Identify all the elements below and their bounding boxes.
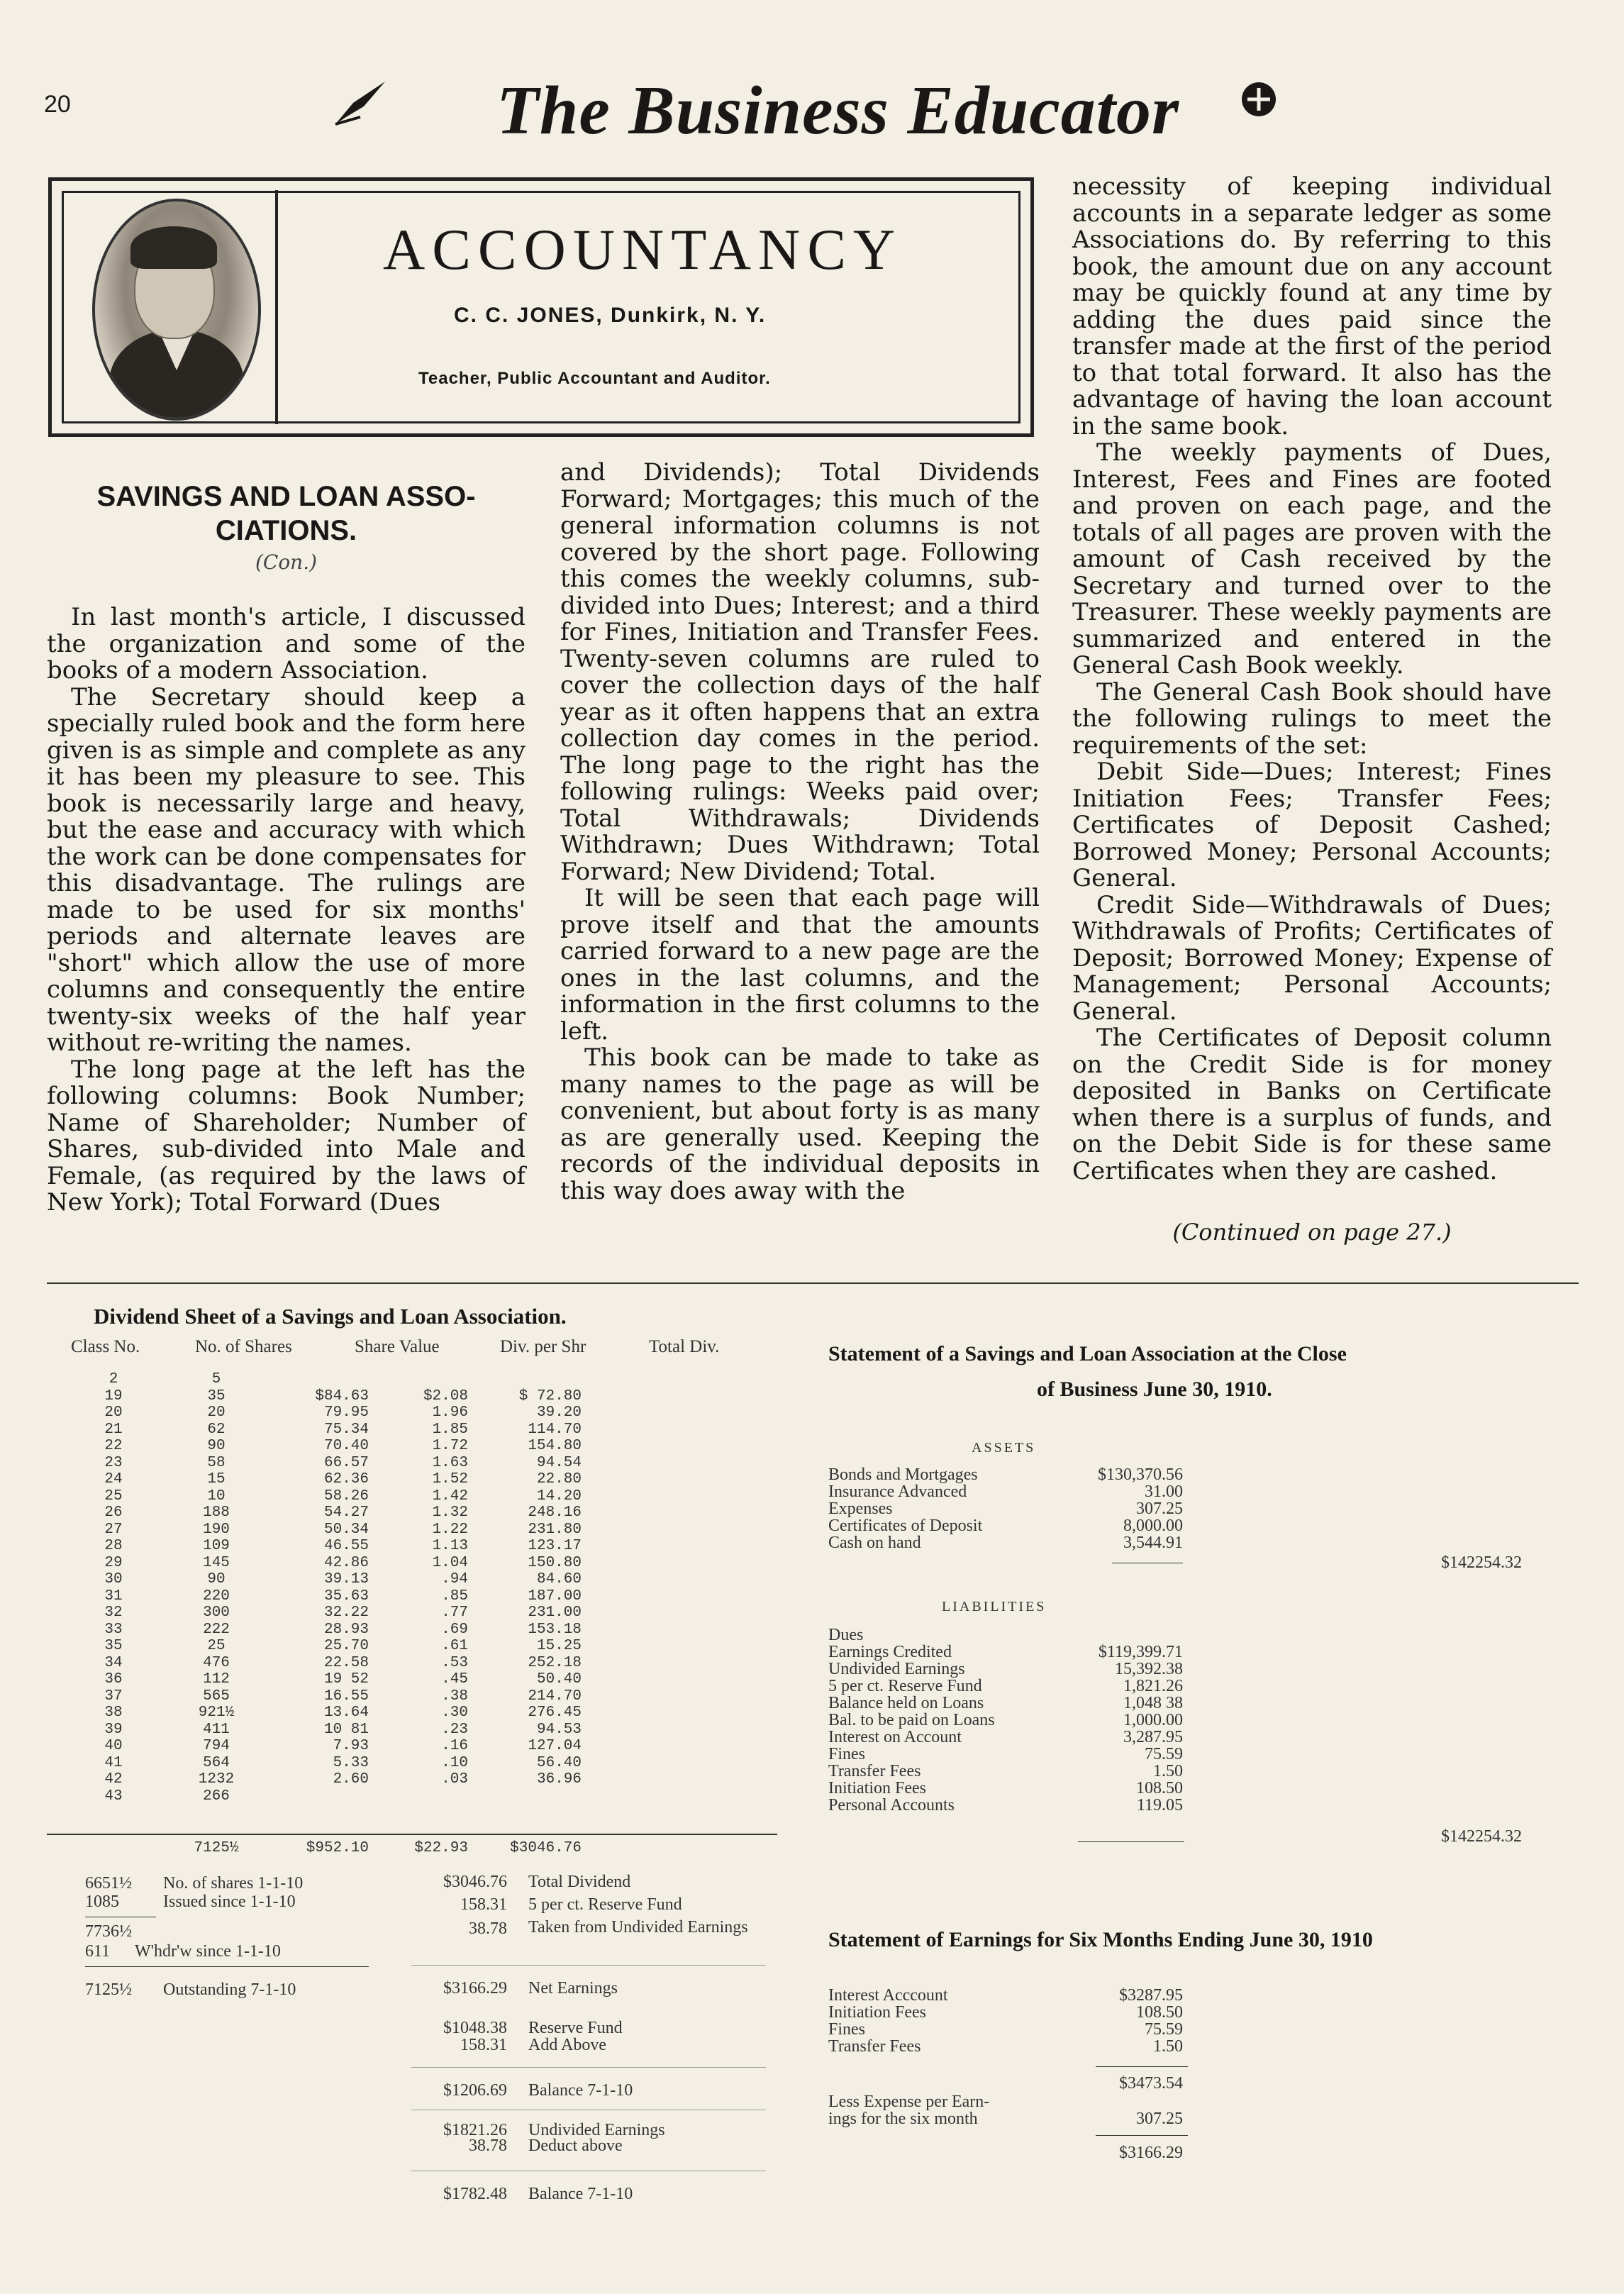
paragraph: The Certificates of Deposit column on the Credit Side is for money deposited in Banks on Certificate when there is a surplus of funds, and on the Debit Side is for these same Certificates when they are cashed. — [1072, 1024, 1552, 1185]
div-per-share: 1.85 — [432, 1421, 468, 1438]
total-div: 94.53 — [536, 1721, 582, 1738]
div-per-share: 1.72 — [432, 1438, 468, 1454]
total-div: 94.54 — [536, 1454, 582, 1471]
div-per-share: .30 — [441, 1705, 468, 1721]
line-label: Transfer Fees — [828, 1762, 921, 1780]
line-amount: 108.50 — [1136, 1779, 1183, 1797]
no-of-shares: 62 — [207, 1421, 226, 1438]
total-div: $ 72.80 — [518, 1387, 582, 1404]
class-no: 40 — [104, 1738, 123, 1754]
author-title: Teacher, Public Accountant and Auditor. — [418, 369, 771, 388]
paragraph: necessity of keeping individual accounts in a separate ledger as some Associations do. By referring to this book, the amount due on any account may be quickly found at any time by adding the dues paid since the transfer made at the first of the period to that total forward. It also has the advantage of having the loan account in the same book. — [1072, 172, 1552, 440]
class-no: 37 — [104, 1688, 123, 1705]
table-row — [71, 1422, 851, 1436]
class-no: 20 — [104, 1404, 123, 1421]
total-div: 114.70 — [528, 1421, 582, 1438]
share-value: 50.34 — [323, 1521, 369, 1538]
calc-label: Balance 7-1-10 — [528, 2081, 633, 2100]
shares-label: No. of shares 1-1-10 — [163, 1874, 304, 1893]
article-column-2 — [560, 460, 1040, 1204]
div-per-share: .03 — [441, 1771, 468, 1788]
share-value: 66.57 — [323, 1454, 369, 1471]
table-row — [71, 1622, 851, 1636]
total-div: 36.96 — [536, 1771, 582, 1788]
assets-heading: ASSETS — [972, 1440, 1036, 1456]
column-header: Total Div. — [649, 1337, 720, 1356]
table-row — [71, 1722, 851, 1736]
table-row — [71, 1455, 851, 1469]
calc-amount: $3166.29 — [443, 1979, 507, 1997]
class-no: 36 — [104, 1671, 123, 1688]
total-value: $952.10 — [306, 1840, 369, 1856]
total-div: 127.04 — [528, 1738, 582, 1754]
class-no: 23 — [104, 1454, 123, 1471]
earnings-subtotal: $3473.54 — [1119, 2074, 1183, 2093]
article-subtitle: (Con.) — [255, 550, 318, 574]
total-div: 123.17 — [528, 1538, 582, 1554]
shares-label: W'hdr'w since 1-1-10 — [135, 1942, 281, 1961]
div-per-share: .77 — [441, 1605, 468, 1621]
line-amount: 1,821.26 — [1123, 1677, 1183, 1695]
no-of-shares: 188 — [203, 1505, 230, 1521]
no-of-shares: 10 — [207, 1487, 226, 1505]
paragraph: Debit Side—Dues; Interest; Fines Initiation Fees; Transfer Fees; Certificates of Deposit Cashed; Borrowed Money; Personal Accounts; General. — [1072, 758, 1552, 892]
column-header: Class No. — [71, 1337, 140, 1356]
line-amount: 75.59 — [1145, 2020, 1183, 2039]
div-per-share: 1.32 — [432, 1505, 468, 1521]
table-row — [71, 1438, 851, 1452]
calc-amount: $1048.38 — [443, 2019, 507, 2037]
share-value: 70.40 — [323, 1438, 369, 1454]
div-per-share: 1.13 — [432, 1538, 468, 1554]
no-of-shares: 20 — [207, 1404, 226, 1421]
line-label: Bonds and Mortgages — [828, 1465, 978, 1484]
total-div: 231.80 — [528, 1521, 582, 1538]
calc-label: Undivided Earnings — [528, 2121, 665, 2139]
section-heading: ACCOUNTANCY — [383, 217, 903, 282]
no-of-shares: 109 — [203, 1538, 230, 1554]
share-value: 16.55 — [323, 1688, 369, 1705]
section-rule — [47, 1282, 1579, 1284]
share-value: 19 52 — [323, 1671, 369, 1688]
shares-label: Outstanding 7-1-10 — [163, 1980, 296, 1999]
line-amount: 3,287.95 — [1123, 1728, 1183, 1746]
no-of-shares: 90 — [207, 1571, 226, 1587]
less-expense-amount: 307.25 — [1136, 2110, 1183, 2128]
sum-rule — [85, 1966, 369, 1967]
emblem-icon — [1238, 78, 1280, 121]
div-per-share: 1.63 — [432, 1454, 468, 1471]
no-of-shares: 411 — [203, 1721, 230, 1738]
quill-icon — [332, 78, 389, 128]
line-amount: 1.50 — [1153, 2037, 1183, 2056]
sum-rule — [411, 2067, 766, 2068]
total-dividend: $3046.76 — [510, 1840, 582, 1856]
table-row — [71, 1587, 851, 1605]
paragraph: and Dividends); Total Dividends Forward; Mortgages; this much of the general information columns is not covered by the short page. Following this comes the weekly columns, sub-divided into Dues; Interest; and a third for Fines, Initiation and Transfer Fees. Twenty-seven columns are ruled to cover the collection days of the half year as it often happens that an extra collection day comes in the period. The long page to the right has the following rulings: Weeks paid over; Total Withdrawals; Dividends Withdrawn; Dues Withdrawn; Total Forward; New Dividend; Total. — [560, 458, 1040, 886]
no-of-shares: 565 — [203, 1688, 230, 1705]
class-no: 21 — [104, 1421, 123, 1438]
calc-amount: 38.78 — [469, 2137, 507, 2155]
calc-label: Net Earnings — [528, 1979, 618, 1997]
no-of-shares: 222 — [203, 1621, 230, 1638]
table-row — [71, 1788, 851, 1805]
paragraph: Credit Side—Withdrawals of Dues; Withdrawals of Profits; Certificates of Deposit; Borrowed Money; Expense of Management; Personal Accounts; General. — [1072, 890, 1552, 1026]
share-value: 25.70 — [323, 1638, 369, 1654]
total-div: 56.40 — [536, 1754, 582, 1771]
line-amount: 119.05 — [1136, 1796, 1183, 1814]
calc-label: Deduct above — [528, 2137, 623, 2155]
line-amount: 1,048 38 — [1123, 1694, 1183, 1712]
table-row — [71, 1638, 851, 1652]
total-div: 14.20 — [536, 1487, 582, 1505]
class-no: 2 — [109, 1371, 118, 1387]
no-of-shares: 15 — [207, 1471, 226, 1487]
div-per-share: .23 — [441, 1721, 468, 1738]
article-column-3 — [1072, 174, 1552, 1185]
paragraph: It will be seen that each page will prove itself and that the amounts carried forward to a new page are the ones in the last columns, and the information in the first columns to the left. — [560, 884, 1040, 1046]
total-div: 252.18 — [528, 1654, 582, 1671]
share-value: 13.64 — [323, 1705, 369, 1721]
calc-label: 5 per ct. Reserve Fund — [528, 1895, 682, 1914]
share-value: 28.93 — [323, 1621, 369, 1638]
assets-total: $142254.32 — [1441, 1553, 1522, 1572]
line-amount: 1,000.00 — [1123, 1711, 1183, 1729]
total-div: 248.16 — [528, 1505, 582, 1521]
no-of-shares: 112 — [203, 1671, 230, 1688]
total-div: 276.45 — [528, 1705, 582, 1721]
share-value: 2.60 — [333, 1771, 369, 1788]
div-per-share: .69 — [441, 1621, 468, 1638]
calc-amount: 38.78 — [469, 1919, 507, 1938]
total-div: 150.80 — [528, 1554, 582, 1571]
line-amount: 8,000.00 — [1123, 1517, 1183, 1535]
statement-title: Statement of a Savings and Loan Association at the Close — [828, 1342, 1347, 1365]
line-label: Expenses — [828, 1500, 893, 1518]
class-no: 22 — [104, 1438, 123, 1454]
no-of-shares: 145 — [203, 1554, 230, 1571]
paragraph: The General Cash Book should have the following rulings to meet the requirements of the set: — [1072, 677, 1552, 760]
calc-label: Reserve Fund — [528, 2019, 623, 2037]
liabilities-total: $142254.32 — [1441, 1827, 1522, 1846]
calc-amount: 158.31 — [460, 1895, 507, 1914]
line-label: Dues — [828, 1626, 864, 1644]
share-value: $84.63 — [315, 1387, 369, 1404]
line-label: Interest on Account — [828, 1728, 962, 1746]
calc-label: Add Above — [528, 2036, 606, 2054]
table-row — [71, 1688, 851, 1705]
class-no: 30 — [104, 1571, 123, 1587]
total-div: 214.70 — [528, 1688, 582, 1705]
line-label: Cash on hand — [828, 1534, 921, 1552]
share-value: 62.36 — [323, 1471, 369, 1487]
calc-amount: $1821.26 — [443, 2121, 507, 2139]
line-label: Interest Acccount — [828, 1986, 948, 2005]
div-per-share: .53 — [441, 1654, 468, 1671]
share-value: 32.22 — [323, 1605, 369, 1621]
title-divider — [275, 190, 278, 424]
line-label: 5 per ct. Reserve Fund — [828, 1677, 982, 1695]
totals-row — [71, 1840, 851, 1854]
table-row — [71, 1738, 851, 1752]
total-div: 39.20 — [536, 1404, 582, 1421]
no-of-shares: 794 — [203, 1738, 230, 1754]
paragraph: This book can be made to take as many names to the page as will be convenient, but about forty is as many as are generally used. Keeping the records of the individual deposits in this way does away with the — [560, 1043, 1040, 1205]
total-div: 84.60 — [536, 1571, 582, 1587]
total-div: 231.00 — [528, 1605, 582, 1621]
author-portrait — [92, 199, 261, 421]
line-label: Balance held on Loans — [828, 1694, 984, 1712]
line-amount: 3,544.91 — [1123, 1534, 1183, 1552]
table-row — [71, 1538, 851, 1552]
table-row — [71, 1388, 851, 1402]
div-per-share: .38 — [441, 1688, 468, 1705]
calc-amount: $1782.48 — [443, 2185, 507, 2203]
share-value: 39.13 — [323, 1571, 369, 1587]
total-div: 15.25 — [536, 1638, 582, 1654]
table-row — [71, 1671, 851, 1688]
shares-label: Issued since 1-1-10 — [163, 1893, 296, 1911]
line-amount: 15,392.38 — [1115, 1660, 1183, 1678]
dividend-calculation — [411, 1873, 808, 2213]
continued-note: (Continued on page 27.) — [1172, 1219, 1452, 1246]
share-value: 42.86 — [323, 1554, 369, 1571]
calc-label: Total Dividend — [528, 1873, 631, 1891]
class-no: 33 — [104, 1621, 123, 1638]
total-div: 187.00 — [528, 1587, 582, 1605]
class-no: 32 — [104, 1605, 123, 1621]
shares-amount: 7736½ — [85, 1922, 132, 1941]
div-per-share: .61 — [441, 1638, 468, 1654]
share-value: 22.58 — [323, 1654, 369, 1671]
class-no: 31 — [104, 1587, 123, 1605]
sum-rule — [411, 1965, 766, 1966]
class-no: 25 — [104, 1487, 123, 1505]
line-amount: $130,370.56 — [1098, 1465, 1183, 1484]
div-per-share: 1.96 — [432, 1404, 468, 1421]
liabilities-heading: LIABILITIES — [942, 1599, 1047, 1614]
total-div: 50.40 — [536, 1671, 582, 1688]
no-of-shares: 58 — [207, 1454, 226, 1471]
div-per-share: $2.08 — [423, 1387, 468, 1404]
column-header: Div. per Shr — [500, 1337, 586, 1356]
line-label: Fines — [828, 2020, 866, 2039]
class-no: 24 — [104, 1471, 123, 1487]
no-of-shares: 921½ — [198, 1705, 235, 1721]
line-label: Initiation Fees — [828, 1779, 926, 1797]
share-value: 54.27 — [323, 1505, 369, 1521]
no-of-shares: 5 — [211, 1371, 221, 1387]
shares-amount: 6651½ — [85, 1874, 132, 1893]
line-amount: $119,399.71 — [1098, 1643, 1183, 1661]
share-value: 58.26 — [323, 1487, 369, 1505]
author-name: C. C. JONES, Dunkirk, N. Y. — [454, 304, 767, 327]
line-amount: 31.00 — [1145, 1483, 1183, 1501]
class-no: 19 — [104, 1387, 123, 1404]
no-of-shares: 300 — [203, 1605, 230, 1621]
table-row — [71, 1555, 851, 1569]
line-amount: 108.50 — [1136, 2003, 1183, 2022]
line-label: Transfer Fees — [828, 2037, 921, 2056]
share-value: 46.55 — [323, 1538, 369, 1554]
line-label: Bal. to be paid on Loans — [828, 1711, 995, 1729]
table-row — [71, 1605, 851, 1619]
class-no: 28 — [104, 1538, 123, 1554]
div-per-share: 1.52 — [432, 1471, 468, 1487]
class-no: 39 — [104, 1721, 123, 1738]
shares-amount: 1085 — [85, 1893, 119, 1911]
totals-rule — [47, 1834, 777, 1835]
paragraph: The long page at the left has the following columns: Book Number; Name of Shareholder; Number of Shares, sub-divided into Male and Female, (as required by the laws of New York); Total Forward (Dues — [47, 1055, 525, 1217]
share-value: 79.95 — [323, 1404, 369, 1421]
article-title: SAVINGS AND LOAN ASSO-CIATIONS. — [96, 481, 476, 546]
calc-amount: $3046.76 — [443, 1873, 507, 1891]
article-column-1 — [47, 604, 525, 1217]
class-no: 38 — [104, 1705, 123, 1721]
no-of-shares: 90 — [207, 1438, 226, 1454]
no-of-shares: 476 — [203, 1654, 230, 1671]
table-row — [71, 1471, 851, 1485]
calc-label: Taken from Undivided Earnings — [528, 1918, 748, 1936]
div-per-share: 1.04 — [432, 1554, 468, 1571]
earnings-title: Statement of Earnings for Six Months Ending June 30, 1910 — [828, 1928, 1373, 1951]
no-of-shares: 190 — [203, 1521, 230, 1538]
line-label: Undivided Earnings — [828, 1660, 965, 1678]
share-value: 75.34 — [323, 1421, 369, 1438]
class-no: 27 — [104, 1521, 123, 1538]
calc-amount: 158.31 — [460, 2036, 507, 2054]
table-row — [71, 1655, 851, 1669]
no-of-shares: 25 — [207, 1638, 226, 1654]
no-of-shares: 564 — [203, 1754, 230, 1771]
dividend-sheet-title: Dividend Sheet of a Savings and Loan Association. — [94, 1304, 567, 1329]
masthead: The Business Educator — [496, 72, 1180, 149]
sum-rule — [1096, 2066, 1188, 2067]
class-no: 29 — [104, 1554, 123, 1571]
total-div: $22.93 — [414, 1840, 468, 1856]
table-row — [71, 1771, 851, 1788]
line-amount: 75.59 — [1145, 1745, 1183, 1763]
sum-rule — [1096, 2135, 1188, 2136]
no-of-shares: 1232 — [198, 1771, 235, 1788]
table-row — [71, 1487, 851, 1505]
column-header: No. of Shares — [195, 1337, 292, 1356]
page-number: 20 — [44, 91, 71, 118]
class-no: 26 — [104, 1505, 123, 1521]
total-div: 153.18 — [528, 1621, 582, 1638]
less-expense-label: Less Expense per Earn- — [828, 2093, 990, 2111]
table-row — [71, 1505, 851, 1519]
share-value: 7.93 — [333, 1738, 369, 1754]
no-of-shares: 220 — [203, 1587, 230, 1605]
calc-label: Balance 7-1-10 — [528, 2185, 633, 2203]
earnings-net: $3166.29 — [1119, 2144, 1183, 2162]
table-row — [71, 1755, 851, 1769]
div-per-share: 1.22 — [432, 1521, 468, 1538]
line-amount: 1.50 — [1153, 1762, 1183, 1780]
total-div: 154.80 — [528, 1438, 582, 1454]
table-row — [71, 1371, 851, 1385]
table-row — [71, 1404, 851, 1419]
line-amount: $3287.95 — [1119, 1986, 1183, 2005]
div-per-share: 1.42 — [432, 1487, 468, 1505]
calc-amount: $1206.69 — [443, 2081, 507, 2100]
less-expense-label: ings for the six month — [828, 2110, 978, 2128]
class-no: 34 — [104, 1654, 123, 1671]
share-value: 5.33 — [333, 1754, 369, 1771]
sum-rule — [1078, 1841, 1184, 1842]
class-no: 42 — [104, 1771, 123, 1788]
line-label: Fines — [828, 1745, 866, 1763]
line-label: Personal Accounts — [828, 1796, 955, 1814]
paragraph: In last month's article, I discussed the organization and some of the books of a modern Association. — [47, 603, 525, 685]
line-label: Insurance Advanced — [828, 1483, 967, 1501]
paragraph: The Secretary should keep a specially ruled book and the form here given is as simple and complete as any it has been my pleasure to see. This book is necessarily large and heavy, but the ease and accuracy with which the work can be done compensates for this disadvantage. The rulings are made to be used for six months' periods and alternate leaves are "short" which allow the use of more columns and consequently the entire twenty-six weeks of the half year without re-writing the names. — [47, 682, 525, 1057]
div-per-share: .94 — [441, 1571, 468, 1587]
class-no: 41 — [104, 1754, 123, 1771]
statement-title: of Business June 30, 1910. — [1037, 1378, 1272, 1401]
class-no: 35 — [104, 1638, 123, 1654]
share-value: 10 81 — [323, 1721, 369, 1738]
div-per-share: .45 — [441, 1671, 468, 1688]
line-amount: 307.25 — [1136, 1500, 1183, 1518]
total-shares: 7125½ — [194, 1840, 239, 1856]
shares-amount: 611 — [85, 1942, 111, 1961]
div-per-share: .10 — [441, 1754, 468, 1771]
line-label: Earnings Credited — [828, 1643, 952, 1661]
line-label: Initiation Fees — [828, 2003, 926, 2022]
table-row — [71, 1522, 851, 1536]
shares-amount: 7125½ — [85, 1980, 132, 1999]
no-of-shares: 35 — [207, 1387, 226, 1404]
table-row — [71, 1705, 851, 1719]
no-of-shares: 266 — [203, 1788, 230, 1805]
div-per-share: .85 — [441, 1587, 468, 1605]
table-row — [71, 1571, 851, 1585]
line-label: Certificates of Deposit — [828, 1517, 983, 1535]
share-value: 35.63 — [323, 1587, 369, 1605]
div-per-share: .16 — [441, 1738, 468, 1754]
class-no: 43 — [104, 1788, 123, 1805]
total-div: 22.80 — [536, 1471, 582, 1487]
column-header: Share Value — [355, 1337, 440, 1356]
paragraph: The weekly payments of Dues, Interest, Fees and Fines are footed and proven on each page, and the totals of all pages are proven with the amount of Cash received by the Secretary and turned over to the Treasurer. These weekly payments are summarized and entered in the General Cash Book weekly. — [1072, 438, 1552, 680]
